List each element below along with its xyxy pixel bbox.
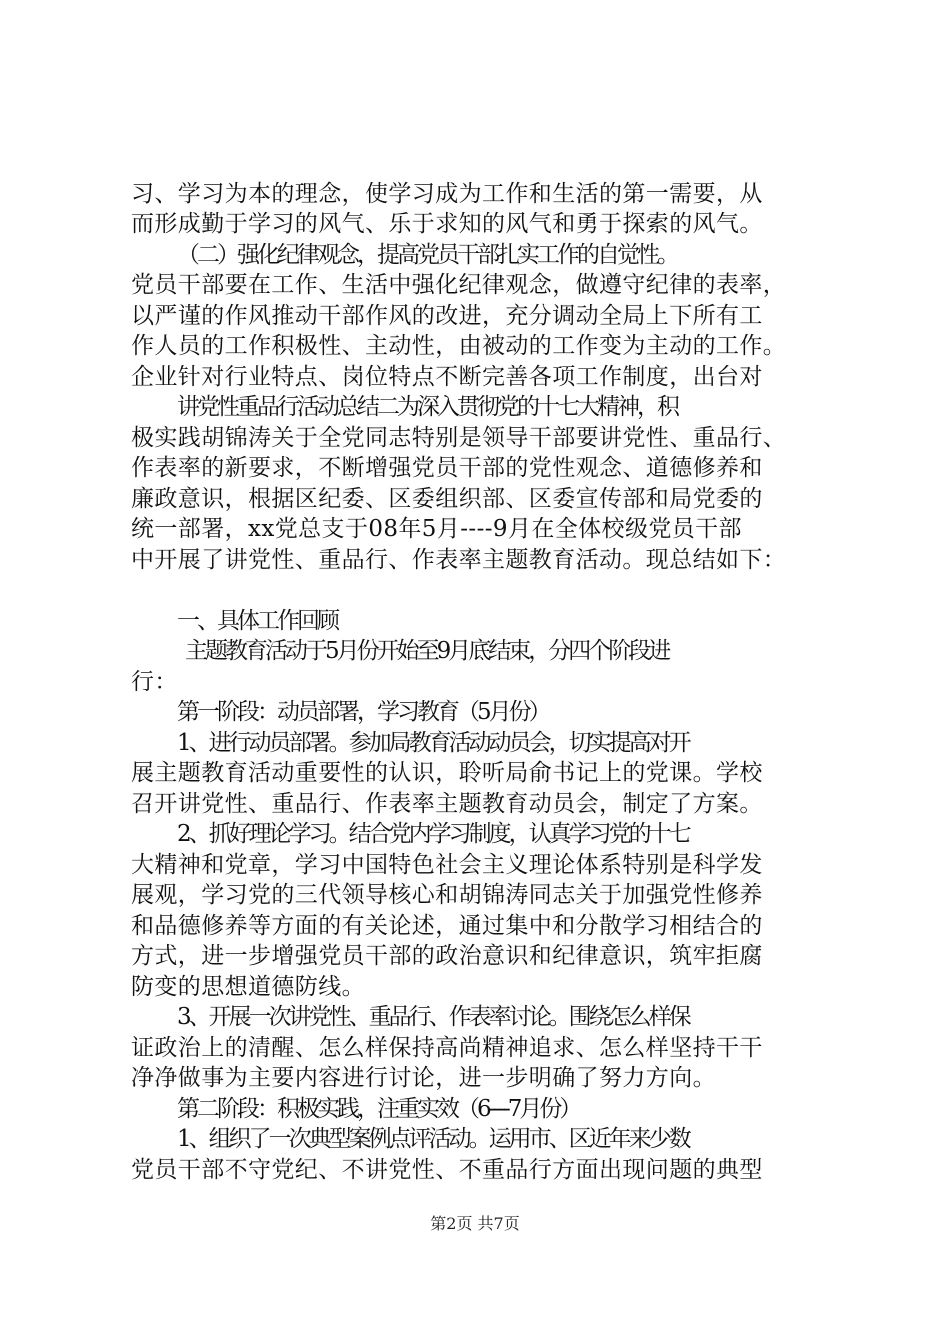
section-heading: 一、具体工作回顾 — [177, 608, 337, 634]
section-heading: （二）强化纪律观念，提高党员干部扎实工作的自觉性。 — [177, 242, 677, 268]
text-line: 2、抓好理论学习。结合党内学习制度，认真学习党的十七 — [177, 821, 689, 847]
text-line: 以严谨的作风推动干部作风的改进，充分调动全局上下所有工 — [131, 303, 763, 329]
text-line: 廉政意识，根据区纪委、区委组织部、区委宣传部和局党委的 — [131, 486, 763, 512]
text-line: 证政治上的清醒、怎么样保持高尚精神追求、怎么样坚持干干 — [131, 1035, 763, 1061]
text-line: 大精神和党章，学习中国特色社会主义理论体系特别是科学发 — [131, 852, 763, 878]
text-line: 作人员的工作积极性、主动性，由被动的工作变为主动的工作。 — [131, 333, 787, 359]
text-line: 党员干部要在工作、生活中强化纪律观念，做遵守纪律的表率， — [131, 272, 787, 298]
text-line: 极实践胡锦涛关于全党同志特别是领导干部要讲党性、重品行、 — [131, 425, 787, 451]
text-line: 党员干部不守党纪、不讲党性、不重品行方面出现问题的典型 — [131, 1157, 763, 1183]
text-line: 防变的思想道德防线。 — [131, 974, 365, 1000]
stage-heading: 第二阶段：积极实践，注重实效（6----7月份） — [177, 1096, 580, 1122]
text-line: 讲党性重品行活动总结二为深入贯彻党的十七大精神，积 — [177, 394, 677, 420]
text-line: 展主题教育活动重要性的认识，聆听局俞书记上的党课。学校 — [131, 760, 763, 786]
text-line: 统一部署，xx党总支于08年5月----9月在全体校级党员干部 — [131, 516, 742, 542]
text-line: 习、学习为本的理念，使学习成为工作和生活的第一需要，从 — [131, 181, 763, 207]
text-line: 3、开展一次讲党性、重品行、作表率讨论。围绕怎么样保 — [177, 1004, 689, 1030]
page-footer: 第2页 共7页 — [430, 1214, 520, 1233]
text-line: 中开展了讲党性、重品行、作表率主题教育活动。现总结如下： — [131, 547, 787, 573]
text-line: 召开讲党性、重品行、作表率主题教育动员会，制定了方案。 — [131, 791, 763, 817]
stage-heading: 第一阶段：动员部署，学习教育（5月份） — [177, 699, 549, 725]
text-line: 方式，进一步增强党员干部的政治意识和纪律意识，筑牢拒腐 — [131, 943, 763, 969]
text-line: 作表率的新要求，不断增强党员干部的党性观念、道德修养和 — [131, 455, 763, 481]
text-line: 1、进行动员部署。参加局教育活动动员会，切实提高对开 — [177, 730, 689, 756]
text-line: 而形成勤于学习的风气、乐于求知的风气和勇于探索的风气。 — [131, 211, 763, 237]
text-line: 企业针对行业特点、岗位特点不断完善各项工作制度，出台对 — [131, 364, 763, 390]
text-line: 展观，学习党的三代领导核心和胡锦涛同志关于加强党性修养 — [131, 882, 763, 908]
text-line: 主题教育活动于5月份开始至9月底结束，分四个阶段进 — [185, 638, 669, 664]
text-line: 和品德修养等方面的有关论述，通过集中和分散学习相结合的 — [131, 913, 763, 939]
text-line: 净净做事为主要内容进行讨论，进一步明确了努力方向。 — [131, 1065, 716, 1091]
text-line: 1、组织了一次典型案例点评活动。运用市、区近年来少数 — [177, 1126, 689, 1152]
text-line: 行： — [131, 669, 178, 695]
